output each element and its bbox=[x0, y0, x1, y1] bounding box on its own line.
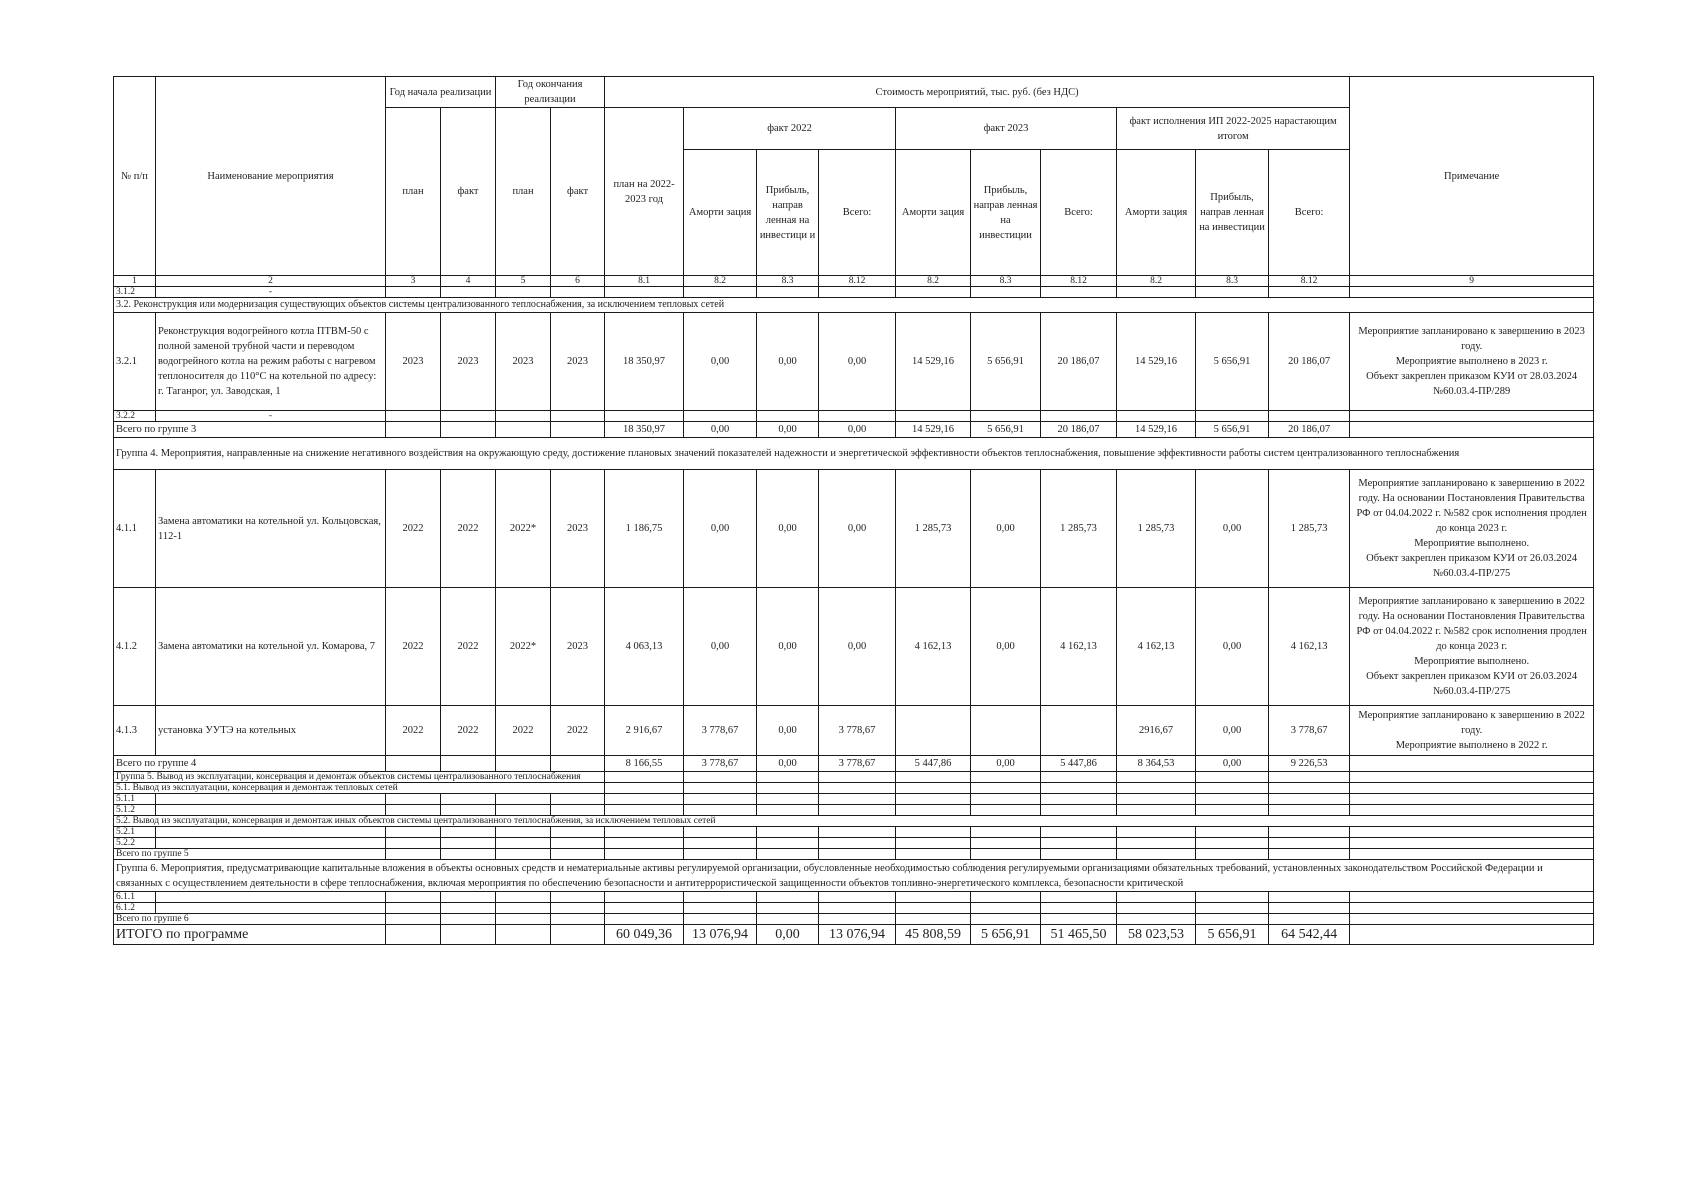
group-5-title: Группа 5. Вывод из эксплуатации, консервация и демонтаж объектов системы централизованного теплоснабжения bbox=[114, 772, 605, 783]
value-cell: 3 778,67 bbox=[1269, 706, 1350, 756]
value-cell: 0,00 bbox=[757, 313, 819, 411]
group-6-title: Группа 6. Мероприятия, предусматривающие капитальные вложения в объекты основных средств и нематериальные активы регулируемой организации, обусловленные необходимостью соблюдения регулируемыми организациями обязательных требований, установленных законодательством Российской Федерации и связанных с осуществлением деятельности в сфере теплоснабжения, включая мероприятия по обеспечению безопасности и антитеррористической защищенности объектов топливно-энергетического комплекса, безопасности критической bbox=[114, 860, 1594, 892]
value-cell: 2022* bbox=[496, 588, 551, 706]
value-cell: 0,00 bbox=[819, 588, 896, 706]
table-row bbox=[114, 313, 1594, 411]
group-3-2-title: 3.2. Реконструкция или модернизация существующих объектов системы централизованного теплоснабжения, за исключением тепловых сетей bbox=[114, 298, 1594, 313]
group-5-2-title: 5.2. Вывод из эксплуатации, консервация и демонтаж иных объектов системы централизованного теплоснабжения, за исключением тепловых сетей bbox=[114, 816, 1594, 827]
note-line: Объект закреплен приказом КУИ от 26.03.2024 №60.03.4-ПР/275 bbox=[1366, 671, 1578, 697]
row-name: Замена автоматики на котельной ул. Кольцовская, 112-1 bbox=[156, 470, 386, 588]
grand-total-cell: 0,00 bbox=[757, 925, 819, 945]
header-cumulative: факт исполнения ИП 2022-2025 нарастающим итогом bbox=[1117, 108, 1350, 150]
total-cell: 20 186,07 bbox=[1269, 422, 1350, 438]
total-cell: 0,00 bbox=[819, 422, 896, 438]
value-cell: 5 656,91 bbox=[1196, 313, 1269, 411]
row-num: 3.2.1 bbox=[114, 313, 156, 411]
value-cell: 1 186,75 bbox=[605, 470, 684, 588]
value-cell: 0,00 bbox=[757, 706, 819, 756]
value-cell: 18 350,97 bbox=[605, 313, 684, 411]
index-cell: 9 bbox=[1350, 276, 1594, 287]
header-plan-2022-2023: план на 2022-2023 год bbox=[605, 108, 684, 276]
total-cell: 3 778,67 bbox=[819, 756, 896, 772]
value-cell: 4 162,13 bbox=[1117, 588, 1196, 706]
total-cell: 5 656,91 bbox=[971, 422, 1041, 438]
note-line: Мероприятие запланировано к завершению в 2022 году. На основании Постановления Правительства РФ от 04.04.2022 г. №582 срок исполнения продлен до конца 2023 г. bbox=[1356, 596, 1587, 652]
value-cell: 0,00 bbox=[1196, 706, 1269, 756]
grand-total-cell: 13 076,94 bbox=[819, 925, 896, 945]
header-profit-2023: Прибыль, направ ленная на инвестиции bbox=[971, 150, 1041, 276]
group-row bbox=[114, 438, 1594, 470]
index-cell: 4 bbox=[441, 276, 496, 287]
row-name: - bbox=[156, 411, 386, 422]
index-cell: 8.2 bbox=[896, 276, 971, 287]
value-cell: 1 285,73 bbox=[896, 470, 971, 588]
value-cell: 2022 bbox=[551, 706, 605, 756]
header-cost: Стоимость мероприятий, тыс. руб. (без НДС) bbox=[605, 77, 1350, 108]
note-line: Мероприятие запланировано к завершению в 2023 году. bbox=[1358, 326, 1585, 352]
total-label: Всего по группе 6 bbox=[114, 914, 386, 925]
index-cell: 1 bbox=[114, 276, 156, 287]
note-cell bbox=[1350, 313, 1594, 411]
table-row bbox=[114, 903, 1594, 914]
value-cell: 1 285,73 bbox=[1269, 470, 1350, 588]
value-cell: 14 529,16 bbox=[1117, 313, 1196, 411]
note-cell bbox=[1350, 706, 1594, 756]
value-cell: 0,00 bbox=[684, 470, 757, 588]
group-row bbox=[114, 298, 1594, 313]
grand-total-cell: 45 808,59 bbox=[896, 925, 971, 945]
value-cell: 3 778,67 bbox=[819, 706, 896, 756]
row-name: Замена автоматики на котельной ул. Комарова, 7 bbox=[156, 588, 386, 706]
group-row bbox=[114, 816, 1594, 827]
table-row bbox=[114, 892, 1594, 903]
group-row bbox=[114, 783, 1594, 794]
value-cell: 1 285,73 bbox=[1041, 470, 1117, 588]
value-cell bbox=[896, 706, 971, 756]
header-fact-start: факт bbox=[441, 108, 496, 276]
column-index-row bbox=[114, 276, 1594, 287]
row-num: 5.2.1 bbox=[114, 827, 156, 838]
value-cell: 4 162,13 bbox=[1041, 588, 1117, 706]
note-line: Мероприятие выполнено. bbox=[1414, 538, 1530, 549]
header-name: Наименование мероприятия bbox=[156, 77, 386, 276]
header-total-2022: Всего: bbox=[819, 150, 896, 276]
value-cell: 0,00 bbox=[1196, 470, 1269, 588]
grand-total-cell: 58 023,53 bbox=[1117, 925, 1196, 945]
value-cell: 2022 bbox=[386, 588, 441, 706]
group-row bbox=[114, 860, 1594, 892]
index-cell: 6 bbox=[551, 276, 605, 287]
row-name: установка УУТЭ на котельных bbox=[156, 706, 386, 756]
group-5-1-title: 5.1. Вывод из эксплуатации, консервация и демонтаж тепловых сетей bbox=[114, 783, 605, 794]
note-line: Объект закреплен приказом КУИ от 28.03.2024 №60.03.4-ПР/289 bbox=[1366, 371, 1578, 397]
row-num: 4.1.3 bbox=[114, 706, 156, 756]
grand-total-cell: 51 465,50 bbox=[1041, 925, 1117, 945]
row-num: 3.1.2 bbox=[114, 287, 156, 298]
header-total-cum: Всего: bbox=[1269, 150, 1350, 276]
note-cell bbox=[1350, 470, 1594, 588]
table-row bbox=[114, 470, 1594, 588]
value-cell: 2023 bbox=[551, 313, 605, 411]
grand-total-row bbox=[114, 925, 1594, 945]
group-total-row bbox=[114, 849, 1594, 860]
row-num: 5.1.1 bbox=[114, 794, 156, 805]
total-cell: 14 529,16 bbox=[896, 422, 971, 438]
value-cell: 0,00 bbox=[819, 313, 896, 411]
total-label: Всего по группе 3 bbox=[114, 422, 386, 438]
total-cell: 0,00 bbox=[757, 422, 819, 438]
value-cell: 2022 bbox=[386, 706, 441, 756]
header-year-end: Год окончания реализации bbox=[496, 77, 605, 108]
total-cell: 3 778,67 bbox=[684, 756, 757, 772]
investment-program-table-sheet bbox=[113, 76, 1593, 945]
header-plan-start: план bbox=[386, 108, 441, 276]
total-cell: 5 447,86 bbox=[896, 756, 971, 772]
table-row bbox=[114, 794, 1594, 805]
note-line: Мероприятие запланировано к завершению в 2022 году. bbox=[1358, 710, 1585, 736]
grand-total-cell: 64 542,44 bbox=[1269, 925, 1350, 945]
header-num: № п/п bbox=[114, 77, 156, 276]
index-cell: 8.1 bbox=[605, 276, 684, 287]
index-cell: 8.12 bbox=[1041, 276, 1117, 287]
value-cell: 2023 bbox=[386, 313, 441, 411]
value-cell: 14 529,16 bbox=[896, 313, 971, 411]
value-cell: 2023 bbox=[551, 470, 605, 588]
header-amort-2022: Аморти зация bbox=[684, 150, 757, 276]
group-row bbox=[114, 772, 1594, 783]
index-cell: 5 bbox=[496, 276, 551, 287]
grand-total-cell: 60 049,36 bbox=[605, 925, 684, 945]
group-total-row bbox=[114, 756, 1594, 772]
value-cell: 2023 bbox=[551, 588, 605, 706]
row-name: Реконструкция водогрейного котла ПТВМ-50 с полной заменой трубной части и переводом водогрейного котла на режим работы с нагревом теплоносителя до 110°С на котельной по адресу: г. Таганрог, ул. Заводская, 1 bbox=[156, 313, 386, 411]
index-cell: 8.3 bbox=[757, 276, 819, 287]
value-cell bbox=[971, 706, 1041, 756]
header-row-1 bbox=[114, 77, 1594, 108]
table-row bbox=[114, 706, 1594, 756]
note-line: Мероприятие выполнено в 2023 г. bbox=[1395, 356, 1548, 367]
value-cell: 0,00 bbox=[684, 588, 757, 706]
value-cell: 0,00 bbox=[757, 588, 819, 706]
grand-total-cell: 5 656,91 bbox=[971, 925, 1041, 945]
value-cell: 2022 bbox=[496, 706, 551, 756]
note-line: Объект закреплен приказом КУИ от 26.03.2024 №60.03.4-ПР/275 bbox=[1366, 553, 1578, 579]
value-cell: 0,00 bbox=[971, 470, 1041, 588]
group-4-title: Группа 4. Мероприятия, направленные на снижение негативного воздействия на окружающую среду, достижение плановых значений показателей надежности и энергетической эффективности объектов теплоснабжения, повышение эффективности работы систем централизованного теплоснабжения bbox=[114, 438, 1594, 470]
index-cell: 3 bbox=[386, 276, 441, 287]
row-num: 5.2.2 bbox=[114, 838, 156, 849]
total-cell: 0,00 bbox=[757, 756, 819, 772]
value-cell: 2022* bbox=[496, 470, 551, 588]
table-row bbox=[114, 588, 1594, 706]
value-cell: 3 778,67 bbox=[684, 706, 757, 756]
value-cell: 0,00 bbox=[757, 470, 819, 588]
total-cell: 5 656,91 bbox=[1196, 422, 1269, 438]
header-note: Примечание bbox=[1350, 77, 1594, 276]
value-cell: 20 186,07 bbox=[1269, 313, 1350, 411]
table-row bbox=[114, 805, 1594, 816]
investment-program-table bbox=[113, 76, 1594, 945]
index-cell: 8.12 bbox=[819, 276, 896, 287]
header-amort-2023: Аморти зация bbox=[896, 150, 971, 276]
group-total-row bbox=[114, 914, 1594, 925]
row-num: 4.1.1 bbox=[114, 470, 156, 588]
total-label: Всего по группе 4 bbox=[114, 756, 386, 772]
table-row bbox=[114, 287, 1594, 298]
value-cell: 0,00 bbox=[819, 470, 896, 588]
total-cell: 14 529,16 bbox=[1117, 422, 1196, 438]
header-fact-2023: факт 2023 bbox=[896, 108, 1117, 150]
note-line: Мероприятие выполнено в 2022 г. bbox=[1395, 740, 1548, 751]
grand-total-cell: 5 656,91 bbox=[1196, 925, 1269, 945]
value-cell: 20 186,07 bbox=[1041, 313, 1117, 411]
value-cell: 2022 bbox=[386, 470, 441, 588]
value-cell: 1 285,73 bbox=[1117, 470, 1196, 588]
note-line: Мероприятие запланировано к завершению в 2022 году. На основании Постановления Правительства РФ от 04.04.2022 г. №582 срок исполнения продлен до конца 2023 г. bbox=[1356, 478, 1587, 534]
value-cell bbox=[1041, 706, 1117, 756]
header-fact-end: факт bbox=[551, 108, 605, 276]
total-cell: 0,00 bbox=[1196, 756, 1269, 772]
group-total-row bbox=[114, 422, 1594, 438]
index-cell: 8.12 bbox=[1269, 276, 1350, 287]
value-cell: 4 162,13 bbox=[1269, 588, 1350, 706]
total-label: Всего по группе 5 bbox=[114, 849, 386, 860]
row-num: 4.1.2 bbox=[114, 588, 156, 706]
header-profit-2022: Прибыль, направ ленная на инвестици и bbox=[757, 150, 819, 276]
value-cell: 2023 bbox=[441, 313, 496, 411]
total-cell: 9 226,53 bbox=[1269, 756, 1350, 772]
table-row bbox=[114, 827, 1594, 838]
value-cell: 0,00 bbox=[1196, 588, 1269, 706]
header-amort-cum: Аморти зация bbox=[1117, 150, 1196, 276]
index-cell: 2 bbox=[156, 276, 386, 287]
total-cell: 20 186,07 bbox=[1041, 422, 1117, 438]
value-cell: 0,00 bbox=[971, 588, 1041, 706]
header-profit-cum: Прибыль, направ ленная на инвестиции bbox=[1196, 150, 1269, 276]
value-cell: 2022 bbox=[441, 706, 496, 756]
total-cell: 0,00 bbox=[971, 756, 1041, 772]
header-year-start: Год начала реализации bbox=[386, 77, 496, 108]
value-cell: 2 916,67 bbox=[605, 706, 684, 756]
row-name: - bbox=[156, 287, 386, 298]
value-cell: 2022 bbox=[441, 588, 496, 706]
value-cell: 2022 bbox=[441, 470, 496, 588]
note-line: Мероприятие выполнено. bbox=[1414, 656, 1530, 667]
table-row bbox=[114, 411, 1594, 422]
value-cell: 0,00 bbox=[684, 313, 757, 411]
header-fact-2022: факт 2022 bbox=[684, 108, 896, 150]
value-cell: 4 063,13 bbox=[605, 588, 684, 706]
row-num: 6.1.2 bbox=[114, 903, 156, 914]
header-plan-end: план bbox=[496, 108, 551, 276]
index-cell: 8.2 bbox=[1117, 276, 1196, 287]
table-row bbox=[114, 838, 1594, 849]
value-cell: 4 162,13 bbox=[896, 588, 971, 706]
total-cell: 8 364,53 bbox=[1117, 756, 1196, 772]
total-cell: 5 447,86 bbox=[1041, 756, 1117, 772]
row-num: 3.2.2 bbox=[114, 411, 156, 422]
row-num: 6.1.1 bbox=[114, 892, 156, 903]
value-cell: 5 656,91 bbox=[971, 313, 1041, 411]
value-cell: 2023 bbox=[496, 313, 551, 411]
value-cell: 2916,67 bbox=[1117, 706, 1196, 756]
total-cell: 18 350,97 bbox=[605, 422, 684, 438]
grand-total-label: ИТОГО по программе bbox=[114, 925, 386, 945]
total-cell: 0,00 bbox=[684, 422, 757, 438]
grand-total-cell: 13 076,94 bbox=[684, 925, 757, 945]
row-num: 5.1.2 bbox=[114, 805, 156, 816]
total-cell: 8 166,55 bbox=[605, 756, 684, 772]
header-total-2023: Всего: bbox=[1041, 150, 1117, 276]
index-cell: 8.2 bbox=[684, 276, 757, 287]
note-cell bbox=[1350, 588, 1594, 706]
index-cell: 8.3 bbox=[971, 276, 1041, 287]
index-cell: 8.3 bbox=[1196, 276, 1269, 287]
